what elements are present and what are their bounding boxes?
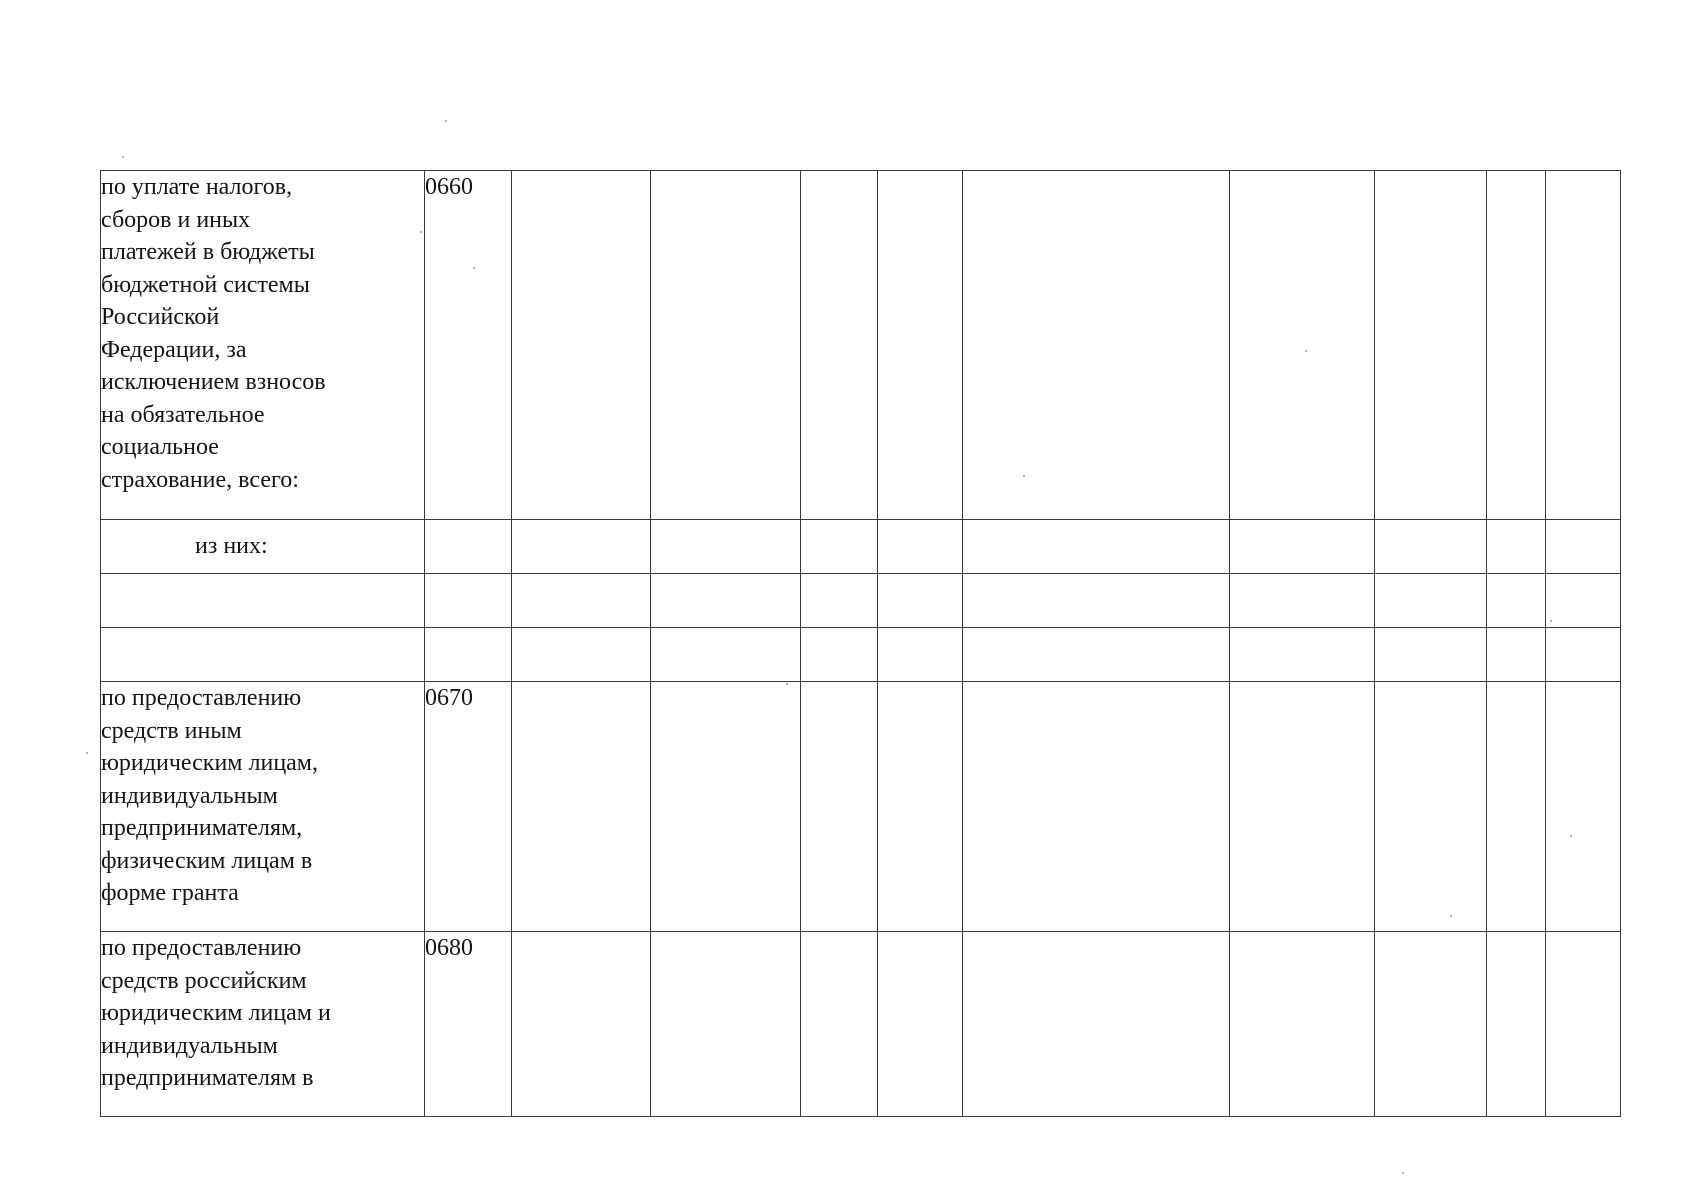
value-cell [1230,932,1375,1117]
value-cell [878,628,963,682]
value-cell [1487,682,1546,932]
value-cell [963,171,1230,520]
row-code [425,520,512,574]
table-row [101,682,1621,932]
value-cell [801,520,878,574]
row-code [425,574,512,628]
value-cell [1546,628,1621,682]
table-row [101,628,1621,682]
value-cell [651,520,801,574]
scan-speck [1305,350,1307,352]
value-cell [1487,628,1546,682]
value-cell [801,932,878,1117]
value-cell [1375,628,1487,682]
value-cell [1375,574,1487,628]
scan-speck [86,752,88,754]
row-code: 0680 [425,932,512,1117]
value-cell [1546,520,1621,574]
value-cell [1546,574,1621,628]
scan-speck [473,267,475,269]
value-cell [1230,574,1375,628]
value-cell [1487,171,1546,520]
scan-speck [122,156,124,158]
value-cell [651,171,801,520]
scan-speck [1570,835,1572,837]
value-cell [963,574,1230,628]
value-cell [512,628,651,682]
value-cell [1487,574,1546,628]
row-code [425,628,512,682]
scan-speck [1023,475,1025,477]
scan-speck [1550,620,1552,622]
value-cell [512,171,651,520]
scan-speck [786,683,788,685]
row-label [101,574,425,628]
report-table [100,170,1621,1117]
value-cell [1230,628,1375,682]
table-row [101,520,1621,574]
value-cell [963,932,1230,1117]
row-label: по уплате налогов, сборов и иных платежей в бюджеты бюджетной системы Российской Федерации, за исключением взносов на обязательное социальное страхование, всего: [101,171,425,520]
table-row [101,574,1621,628]
row-label: из них: [101,520,425,574]
value-cell [512,682,651,932]
value-cell [1546,932,1621,1117]
scan-speck [1402,1172,1404,1174]
value-cell [963,520,1230,574]
value-cell [1487,932,1546,1117]
value-cell [801,171,878,520]
value-cell [878,574,963,628]
value-cell [963,682,1230,932]
value-cell [512,932,651,1117]
value-cell [1230,171,1375,520]
value-cell [801,682,878,932]
value-cell [801,574,878,628]
value-cell [878,520,963,574]
scan-speck [1450,915,1452,917]
row-code: 0670 [425,682,512,932]
value-cell [1375,682,1487,932]
table-row [101,171,1621,520]
value-cell [878,682,963,932]
value-cell [963,628,1230,682]
value-cell [801,628,878,682]
value-cell [1487,520,1546,574]
value-cell [878,171,963,520]
row-label: по предоставлению средств российским юридическим лицам и индивидуальным предпринимателям в [101,932,425,1117]
value-cell [1375,520,1487,574]
value-cell [512,574,651,628]
value-cell [1375,932,1487,1117]
value-cell [1546,682,1621,932]
value-cell [878,932,963,1117]
scan-speck [420,231,422,233]
value-cell [651,932,801,1117]
scan-speck [445,120,447,122]
value-cell [1375,171,1487,520]
value-cell [1230,682,1375,932]
value-cell [1546,171,1621,520]
row-label [101,628,425,682]
value-cell [651,628,801,682]
table-row [101,932,1621,1117]
row-label: по предоставлению средств иным юридическим лицам, индивидуальным предпринимателям, физическим лицам в форме гранта [101,682,425,932]
value-cell [651,574,801,628]
value-cell [651,682,801,932]
value-cell [1230,520,1375,574]
row-code: 0660 [425,171,512,520]
value-cell [512,520,651,574]
